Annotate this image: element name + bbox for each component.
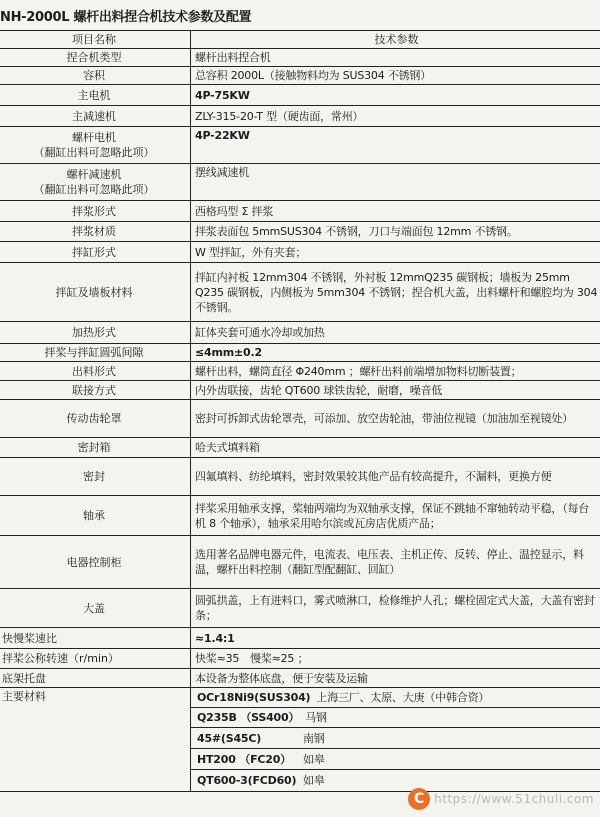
table-row xyxy=(0,201,600,222)
material-grade: HT200 （FC20） xyxy=(197,752,291,766)
row-name-note: （翻缸出料可忽略此项） xyxy=(33,183,155,196)
row-value: 螺杆出料，螺筒直径 Φ240mm ；螺杆出料前端增加物料切断装置； xyxy=(191,362,600,381)
row-name: 轴承 xyxy=(0,496,191,536)
material-origin: 如皋 xyxy=(303,752,325,766)
row-value: 摆线减速机 xyxy=(191,164,600,201)
row-name: 出料形式 xyxy=(0,362,191,381)
row-name: 拌桨公称转速（r/min） xyxy=(0,649,191,669)
material-item xyxy=(191,749,600,770)
table-row xyxy=(0,381,600,400)
row-name: 大盖 xyxy=(0,589,191,628)
material-item xyxy=(191,708,600,728)
row-name: 传动齿轮罩 xyxy=(0,400,191,438)
table-row xyxy=(0,458,600,496)
row-value: 螺杆出料捏合机 xyxy=(191,49,600,67)
header-item-name: 项目名称 xyxy=(0,31,191,49)
material-item xyxy=(191,728,600,749)
row-value: ≈1.4:1 xyxy=(191,628,600,649)
table-row xyxy=(0,85,600,106)
row-name: 加热形式 xyxy=(0,322,191,344)
table-row xyxy=(0,400,600,438)
table-row xyxy=(0,496,600,536)
row-value: 四氟填料、纺纶填料，密封效果较其他产品有较高提升，不漏料，更换方便 xyxy=(191,458,600,496)
row-value: 内外齿联接，齿轮 QT600 球铁齿轮，耐磨，噪音低 xyxy=(191,381,600,400)
c-circle-logo-icon: C xyxy=(408,788,430,810)
table-row xyxy=(0,344,600,362)
row-name: 底架托盘 xyxy=(0,669,191,688)
row-value: 密封可拆卸式齿轮罩壳，可添加、放空齿轮油，带油位视镜（加油加至视镜处） xyxy=(191,400,600,438)
row-name: 捏合机类型 xyxy=(0,49,191,67)
row-value: 哈夫式填料箱 xyxy=(191,438,600,458)
row-value: 本设备为整体底盘，便于安装及运输 xyxy=(191,669,600,688)
row-name: 电器控制柜 xyxy=(0,536,191,589)
material-grade: QT600-3(FCD60) xyxy=(197,774,297,787)
row-name: 拌浆材质 xyxy=(0,222,191,242)
material-grade: OCr18Ni9(SUS304) xyxy=(197,691,311,704)
row-name: 主电机 xyxy=(0,85,191,106)
row-value: 拌缸内衬板 12mm304 不锈钢，外衬板 12mmQ235 碳钢板；墙板为 25mm Q235 碳钢板，内侧板为 5mm304 不锈钢；捏合机大盖，出料螺杆和螺腔均为 304 不锈钢。 xyxy=(191,263,600,322)
material-origin: 上海三厂、太原、大庚（中韩合资） xyxy=(316,691,490,704)
spec-table xyxy=(0,30,600,792)
material-grade: Q235B （SS400） xyxy=(197,711,300,724)
table-row xyxy=(0,164,600,201)
row-value: 总容积 2000L（接触物料均为 SUS304 不锈钢） xyxy=(191,67,600,85)
page-title: NH-2000L 螺杆出料捏合机技术参数及配置 xyxy=(0,10,252,25)
row-name: 拌浆形式 xyxy=(0,201,191,222)
row-name-main: 螺杆电机 xyxy=(72,131,116,144)
materials-label: 主要材料 xyxy=(0,688,191,792)
row-value: ZLY-315-20-T 型（硬齿面，常州） xyxy=(191,106,600,127)
row-name: 拌缸及墙板材料 xyxy=(0,263,191,322)
table-row xyxy=(0,628,600,649)
table-row xyxy=(0,649,600,669)
table-row xyxy=(0,127,600,164)
material-origin: 如皋 xyxy=(303,774,325,787)
row-value: 选用著名品牌电器元件，电流表、电压表、主机正传、反转、停止、温控显示，料温，螺杆出料控制（翻缸型配翻缸、回缸） xyxy=(191,536,600,589)
table-row xyxy=(0,49,600,67)
row-value: 4P-22KW xyxy=(191,127,600,164)
row-value: 缸体夹套可通水冷却或加热 xyxy=(191,322,600,344)
row-name-note: （翻缸出料可忽略此项） xyxy=(33,146,155,159)
table-row xyxy=(0,589,600,628)
row-name-main: 螺杆减速机 xyxy=(66,168,122,181)
header-tech-params: 技术参数 xyxy=(191,31,600,49)
row-value: W 型拌缸，外有夹套； xyxy=(191,242,600,263)
row-value: 拌桨采用轴承支撑，桨轴两端均为双轴承支撑，保证不跳轴不窜轴转动平稳，（每台机 8 个轴承），轴承采用哈尔滨或瓦房店优质产品； xyxy=(191,496,600,536)
table-row xyxy=(0,263,600,322)
row-name: 拌缸形式 xyxy=(0,242,191,263)
table-row xyxy=(0,222,600,242)
row-name: 密封箱 xyxy=(0,438,191,458)
row-name xyxy=(0,127,191,164)
row-name: 拌桨与拌缸圆弧间隙 xyxy=(0,344,191,362)
material-row xyxy=(0,688,600,708)
table-header-row xyxy=(0,31,600,49)
row-name: 联接方式 xyxy=(0,381,191,400)
row-name: 快慢桨速比 xyxy=(0,628,191,649)
watermark-url: https://www.51chuli.com xyxy=(434,792,594,806)
row-value: ≤4mm±0.2 xyxy=(191,344,600,362)
table-row xyxy=(0,536,600,589)
material-grade: 45#(S45C) xyxy=(197,731,262,745)
row-value: 4P-75KW xyxy=(191,85,600,106)
material-item xyxy=(191,688,600,708)
table-row xyxy=(0,362,600,381)
table-row xyxy=(0,242,600,263)
row-name: 密封 xyxy=(0,458,191,496)
row-value: 拌浆表面包 5mmSUS304 不锈钢，刀口与端面包 12mm 不锈钢。 xyxy=(191,222,600,242)
table-row xyxy=(0,106,600,127)
material-origin: 马钢 xyxy=(305,711,327,724)
row-value: 西格玛型 Σ 拌浆 xyxy=(191,201,600,222)
watermark xyxy=(408,787,594,811)
row-value: 圆弧拱盖，上有进料口，雾式喷淋口，检修维护人孔；螺栓固定式大盖，大盖有密封条； xyxy=(191,589,600,628)
table-row xyxy=(0,669,600,688)
table-row xyxy=(0,438,600,458)
row-name xyxy=(0,164,191,201)
material-origin: 南钢 xyxy=(303,731,325,745)
table-row xyxy=(0,67,600,85)
row-name: 容积 xyxy=(0,67,191,85)
row-name: 主减速机 xyxy=(0,106,191,127)
row-value: 快桨≈35 慢桨≈25 ； xyxy=(191,649,600,669)
table-row xyxy=(0,322,600,344)
